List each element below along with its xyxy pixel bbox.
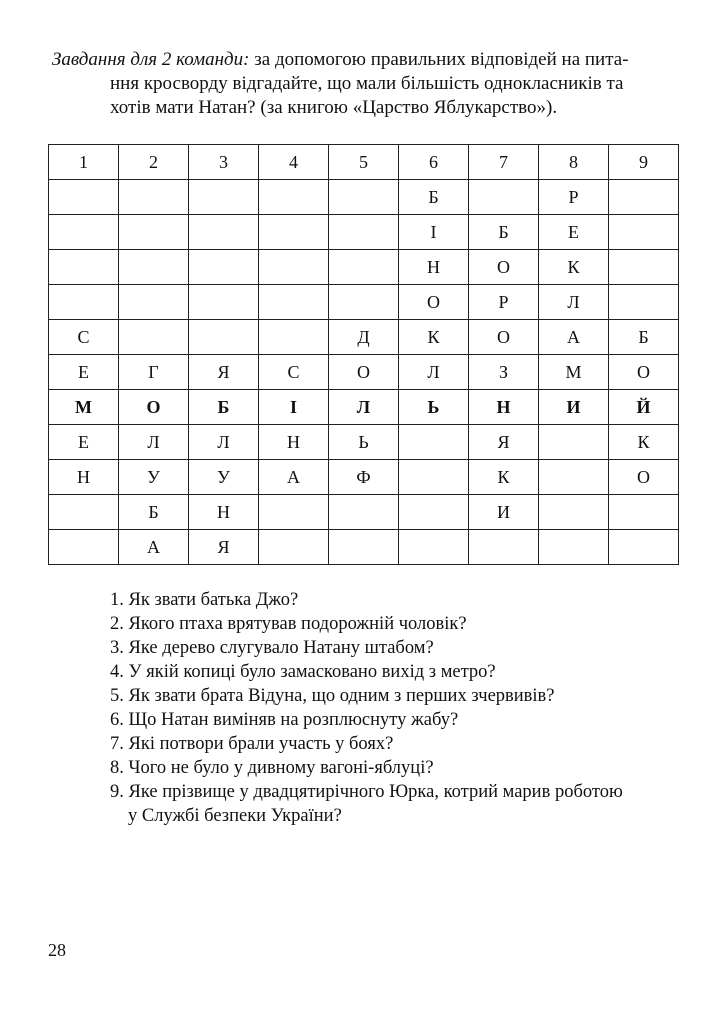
question-text: 4. У якій копиці було замасковано вихід з метро?	[110, 662, 496, 682]
grid-cell	[189, 215, 259, 250]
grid-cell: О	[609, 355, 679, 390]
grid-cell	[539, 495, 609, 530]
grid-cell	[119, 320, 189, 355]
column-number: 7	[469, 145, 539, 180]
grid-cell	[119, 285, 189, 320]
grid-cell: К	[399, 320, 469, 355]
question-text: 7. Які потвори брали участь у боях?	[110, 734, 394, 754]
question-text: 6. Що Натан виміняв на розплюснуту жабу?	[110, 710, 459, 730]
grid-cell: С	[49, 320, 119, 355]
grid-cell: Л	[189, 425, 259, 460]
grid-cell	[259, 530, 329, 565]
grid-cell: Б	[189, 390, 259, 425]
column-number: 5	[329, 145, 399, 180]
grid-cell: Я	[189, 355, 259, 390]
grid-cell: И	[539, 390, 609, 425]
grid-cell: Н	[259, 425, 329, 460]
grid-cell: Е	[49, 425, 119, 460]
grid-cell: М	[539, 355, 609, 390]
grid-row	[49, 250, 679, 285]
task-line3: хотів мати Натан? (за книгою «Царство Яблукарство»).	[110, 97, 558, 118]
grid-cell	[469, 180, 539, 215]
grid-cell	[539, 530, 609, 565]
grid-row	[49, 285, 679, 320]
grid-cell	[609, 250, 679, 285]
task-lead: Завдання для 2 команди:	[52, 49, 250, 70]
grid-cell	[119, 180, 189, 215]
grid-cell: Н	[399, 250, 469, 285]
task-line1: за допомогою правильних відповідей на пита-	[249, 49, 629, 70]
grid-cell	[399, 460, 469, 495]
grid-cell: Б	[399, 180, 469, 215]
grid-row	[49, 495, 679, 530]
task-line2: ння кросворду відгадайте, що мали більшість однокласників та	[110, 73, 624, 94]
grid-cell	[189, 180, 259, 215]
grid-cell	[399, 425, 469, 460]
grid-cell: Л	[119, 425, 189, 460]
grid-cell: О	[119, 390, 189, 425]
question-list	[110, 588, 690, 828]
grid-cell: О	[399, 285, 469, 320]
question-item	[110, 660, 690, 684]
grid-cell	[329, 495, 399, 530]
grid-cell: Н	[469, 390, 539, 425]
grid-cell	[189, 250, 259, 285]
column-number: 3	[189, 145, 259, 180]
grid-row	[49, 355, 679, 390]
grid-cell	[609, 285, 679, 320]
grid-cell: У	[189, 460, 259, 495]
grid-cell	[329, 530, 399, 565]
grid-cell: А	[259, 460, 329, 495]
grid-cell	[609, 180, 679, 215]
grid-cell	[329, 215, 399, 250]
grid-cell	[49, 530, 119, 565]
grid-cell: Ь	[399, 390, 469, 425]
grid-cell: Я	[189, 530, 259, 565]
grid-cell: А	[119, 530, 189, 565]
question-item	[110, 612, 690, 636]
page-number: 28	[48, 940, 66, 960]
grid-cell	[119, 215, 189, 250]
question-text: 5. Як звати брата Відуна, що одним з перших зчервивів?	[110, 686, 555, 706]
grid-row	[49, 460, 679, 495]
question-item	[110, 756, 690, 780]
question-text: 9. Яке прізвище у двадцятирічного Юрка, котрий марив роботою	[110, 782, 623, 802]
grid-cell	[259, 285, 329, 320]
grid-cell: Е	[49, 355, 119, 390]
grid-cell	[49, 250, 119, 285]
grid-cell: Ь	[329, 425, 399, 460]
grid-cell	[49, 215, 119, 250]
grid-cell: Н	[49, 460, 119, 495]
grid-cell: Д	[329, 320, 399, 355]
grid-cell: Е	[539, 215, 609, 250]
column-number: 8	[539, 145, 609, 180]
grid-cell: Л	[399, 355, 469, 390]
grid-row	[49, 530, 679, 565]
grid-cell: Р	[469, 285, 539, 320]
grid-cell: Л	[539, 285, 609, 320]
grid-cell: І	[399, 215, 469, 250]
grid-cell	[399, 495, 469, 530]
grid-cell	[329, 285, 399, 320]
question-item	[110, 708, 690, 732]
grid-cell: І	[259, 390, 329, 425]
grid-cell: Ф	[329, 460, 399, 495]
crossword-grid	[48, 144, 679, 565]
question-item	[110, 636, 690, 660]
grid-cell: К	[469, 460, 539, 495]
column-number: 6	[399, 145, 469, 180]
grid-cell	[259, 320, 329, 355]
grid-cell: С	[259, 355, 329, 390]
grid-cell: К	[539, 250, 609, 285]
question-item	[110, 780, 690, 828]
grid-cell	[609, 530, 679, 565]
grid-cell: Б	[609, 320, 679, 355]
grid-cell: З	[469, 355, 539, 390]
grid-cell	[49, 285, 119, 320]
grid-header-row	[49, 145, 679, 180]
grid-cell: О	[329, 355, 399, 390]
grid-cell	[469, 530, 539, 565]
grid-cell: М	[49, 390, 119, 425]
grid-row	[49, 390, 679, 425]
question-text: 1. Як звати батька Джо?	[110, 590, 299, 610]
grid-row	[49, 425, 679, 460]
grid-cell	[119, 250, 189, 285]
grid-cell: Б	[469, 215, 539, 250]
grid-cell: Я	[469, 425, 539, 460]
grid-cell: О	[469, 250, 539, 285]
question-text: 2. Якого птаха врятував подорожній чоловік?	[110, 614, 467, 634]
question-item	[110, 588, 690, 612]
grid-cell	[259, 180, 329, 215]
grid-cell	[539, 460, 609, 495]
grid-row	[49, 215, 679, 250]
grid-row	[49, 180, 679, 215]
grid-cell	[609, 495, 679, 530]
grid-cell: Л	[329, 390, 399, 425]
task-intro	[52, 48, 672, 120]
grid-cell: Р	[539, 180, 609, 215]
grid-cell: Б	[119, 495, 189, 530]
grid-cell	[259, 215, 329, 250]
grid-cell: И	[469, 495, 539, 530]
grid-cell	[189, 320, 259, 355]
question-text: 8. Чого не було у дивному вагоні-яблуці?	[110, 758, 434, 778]
column-number: 9	[609, 145, 679, 180]
grid-cell: К	[609, 425, 679, 460]
grid-cell: О	[609, 460, 679, 495]
grid-cell	[49, 180, 119, 215]
grid-cell: Н	[189, 495, 259, 530]
question-text: 3. Яке дерево слугувало Натану штабом?	[110, 638, 434, 658]
grid-cell	[259, 250, 329, 285]
question-item	[110, 684, 690, 708]
grid-cell: А	[539, 320, 609, 355]
column-number: 1	[49, 145, 119, 180]
grid-cell	[609, 215, 679, 250]
grid-cell	[49, 495, 119, 530]
grid-cell	[189, 285, 259, 320]
grid-cell: У	[119, 460, 189, 495]
column-number: 2	[119, 145, 189, 180]
grid-row	[49, 320, 679, 355]
grid-cell	[329, 180, 399, 215]
grid-cell	[399, 530, 469, 565]
grid-cell	[259, 495, 329, 530]
grid-cell: О	[469, 320, 539, 355]
question-item	[110, 732, 690, 756]
grid-cell	[539, 425, 609, 460]
question-continuation: у Службі безпеки України?	[128, 806, 342, 826]
grid-cell: Й	[609, 390, 679, 425]
grid-cell: Г	[119, 355, 189, 390]
column-number: 4	[259, 145, 329, 180]
grid-cell	[329, 250, 399, 285]
